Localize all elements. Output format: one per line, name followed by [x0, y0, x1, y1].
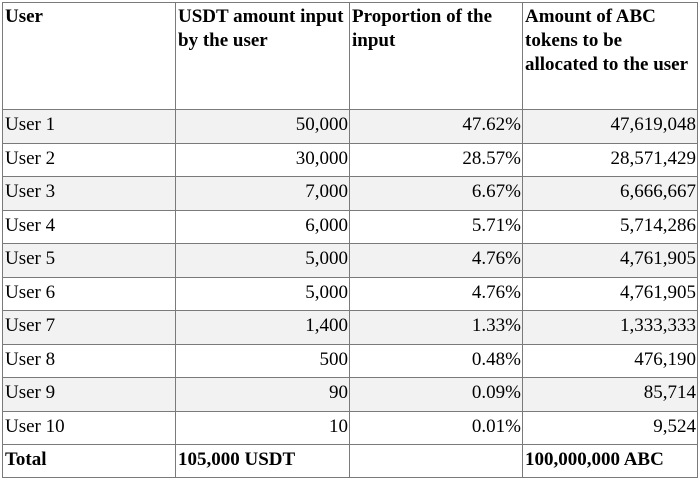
cell-user: User 8 [3, 344, 176, 378]
cell-proportion: 0.09% [350, 378, 523, 412]
cell-abc-tokens: 476,190 [523, 344, 698, 378]
table-row [3, 311, 698, 345]
table-row [3, 277, 698, 311]
header-proportion: Proportion of the input [350, 3, 523, 110]
table-row [3, 378, 698, 412]
cell-proportion: 28.57% [350, 143, 523, 177]
cell-user: User 4 [3, 210, 176, 244]
cell-usdt-amount: 90 [176, 378, 350, 412]
header-usdt-amount: USDT amount input by the user [176, 3, 350, 110]
table-row [3, 110, 698, 144]
cell-proportion: 0.01% [350, 411, 523, 445]
cell-usdt-amount: 50,000 [176, 110, 350, 144]
cell-abc-tokens: 47,619,048 [523, 110, 698, 144]
cell-proportion: 0.48% [350, 344, 523, 378]
table-row [3, 177, 698, 211]
header-user: User [3, 3, 176, 110]
header-row [3, 3, 698, 110]
header-abc-tokens: Amount of ABC tokens to be allocated to the user [523, 3, 698, 110]
cell-user: User 2 [3, 143, 176, 177]
cell-usdt-amount: 5,000 [176, 277, 350, 311]
total-tokens: 100,000,000 ABC [523, 445, 698, 478]
cell-usdt-amount: 500 [176, 344, 350, 378]
cell-usdt-amount: 6,000 [176, 210, 350, 244]
cell-abc-tokens: 5,714,286 [523, 210, 698, 244]
cell-usdt-amount: 7,000 [176, 177, 350, 211]
total-usdt: 105,000 USDT [176, 445, 350, 478]
cell-user: User 10 [3, 411, 176, 445]
table-row [3, 210, 698, 244]
table-row [3, 411, 698, 445]
table-body [3, 110, 698, 445]
total-proportion [350, 445, 523, 478]
cell-abc-tokens: 1,333,333 [523, 311, 698, 345]
cell-proportion: 1.33% [350, 311, 523, 345]
cell-abc-tokens: 4,761,905 [523, 277, 698, 311]
allocation-table [2, 2, 698, 478]
cell-user: User 1 [3, 110, 176, 144]
cell-abc-tokens: 4,761,905 [523, 244, 698, 278]
cell-proportion: 5.71% [350, 210, 523, 244]
cell-user: User 7 [3, 311, 176, 345]
cell-abc-tokens: 9,524 [523, 411, 698, 445]
total-label: Total [3, 445, 176, 478]
cell-usdt-amount: 5,000 [176, 244, 350, 278]
table-row [3, 344, 698, 378]
cell-user: User 6 [3, 277, 176, 311]
cell-usdt-amount: 1,400 [176, 311, 350, 345]
cell-proportion: 4.76% [350, 244, 523, 278]
cell-user: User 5 [3, 244, 176, 278]
table-row [3, 244, 698, 278]
cell-usdt-amount: 10 [176, 411, 350, 445]
cell-proportion: 4.76% [350, 277, 523, 311]
cell-proportion: 6.67% [350, 177, 523, 211]
cell-user: User 3 [3, 177, 176, 211]
cell-abc-tokens: 85,714 [523, 378, 698, 412]
table-row [3, 143, 698, 177]
cell-abc-tokens: 6,666,667 [523, 177, 698, 211]
cell-user: User 9 [3, 378, 176, 412]
cell-abc-tokens: 28,571,429 [523, 143, 698, 177]
total-row [3, 445, 698, 478]
cell-usdt-amount: 30,000 [176, 143, 350, 177]
cell-proportion: 47.62% [350, 110, 523, 144]
